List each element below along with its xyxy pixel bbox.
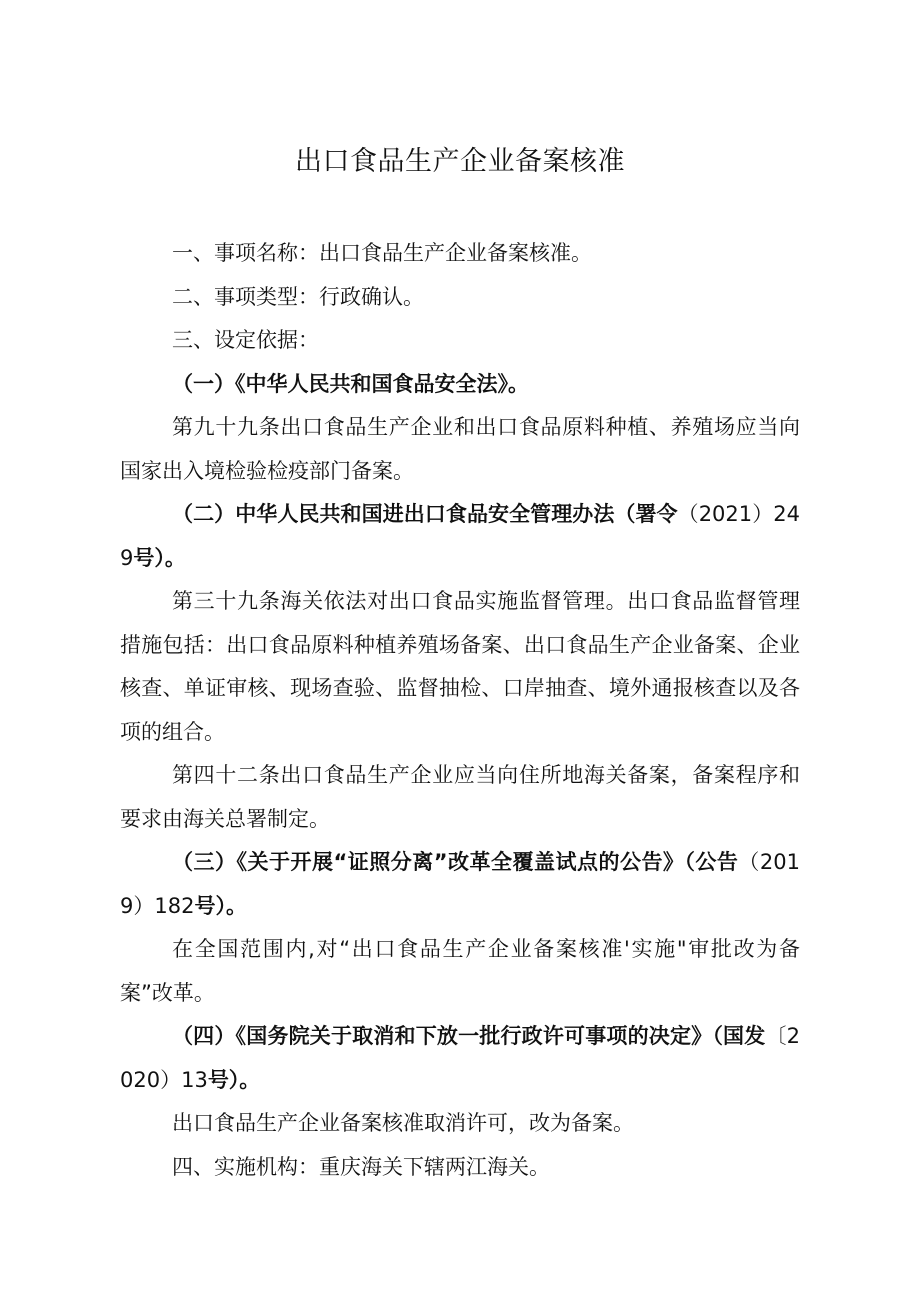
legal-basis-heading: 三、设定依据： (172, 328, 319, 352)
basis-1-text: 第九十九条出口食品生产企业和出口食品原料种植、养殖场应当向国家出入境检验检疫部门备案。 (120, 415, 800, 483)
basis-2-heading (120, 493, 800, 580)
basis-4-heading-part-a: （四）《国务院关于取消和下放一批行政许可事项的决定》（国发 (172, 1024, 766, 1048)
basis-2-heading-part-b: （2021）249 (120, 502, 800, 570)
basis-3-heading-part-c: 号）。 (194, 893, 247, 918)
basis-4-heading-part-c: 号）。 (207, 1067, 261, 1092)
basis-3-heading-part-a: （三）《关于开展“证照分离”改革全覆盖试点的公告》（公告 (172, 850, 739, 874)
basis-2-heading-part-c: 号）。 (133, 545, 186, 570)
basis-3-text: 在全国范围内,对“出口食品生产企业备案核准'实施"审批改为备案”改革。 (120, 937, 800, 1005)
basis-2-text-1: 第三十九条海关依法对出口食品实施监督管理。出口食品监督管理措施包括：出口食品原料种植养殖场备案、出口食品生产企业备案、企业核查、单证审核、现场查验、监督抽检、口岸抽查、境外通报核查以及各项的组合。 (120, 589, 800, 744)
basis-2-heading-part-a: （二）中华人民共和国进出口食品安全管理办法（署令 (172, 502, 678, 526)
implementing-agency-paragraph: 四、实施机构：重庆海关下辖两江海关。 (172, 1154, 550, 1179)
basis-3-heading-part-b: （2019）182 (120, 850, 800, 918)
document-body (120, 232, 800, 1189)
basis-3-heading (120, 841, 800, 928)
basis-4-heading (120, 1015, 800, 1102)
item-name-paragraph: 一、事项名称：出口食品生产企业备案核准。 (172, 241, 592, 265)
item-type-paragraph: 二、事项类型：行政确认。 (172, 284, 424, 309)
basis-2-text-2: 第四十二条出口食品生产企业应当向住所地海关备案，备案程序和要求由海关总署制定。 (120, 763, 800, 831)
basis-1-heading: （一）《中华人民共和国食品安全法》。 (172, 371, 529, 396)
basis-4-text: 出口食品生产企业备案核准取消许可，改为备案。 (172, 1111, 634, 1135)
document-title: 出口食品生产企业备案核准 (295, 146, 625, 177)
basis-4-heading-part-b: 〔2020）13 (120, 1024, 800, 1092)
